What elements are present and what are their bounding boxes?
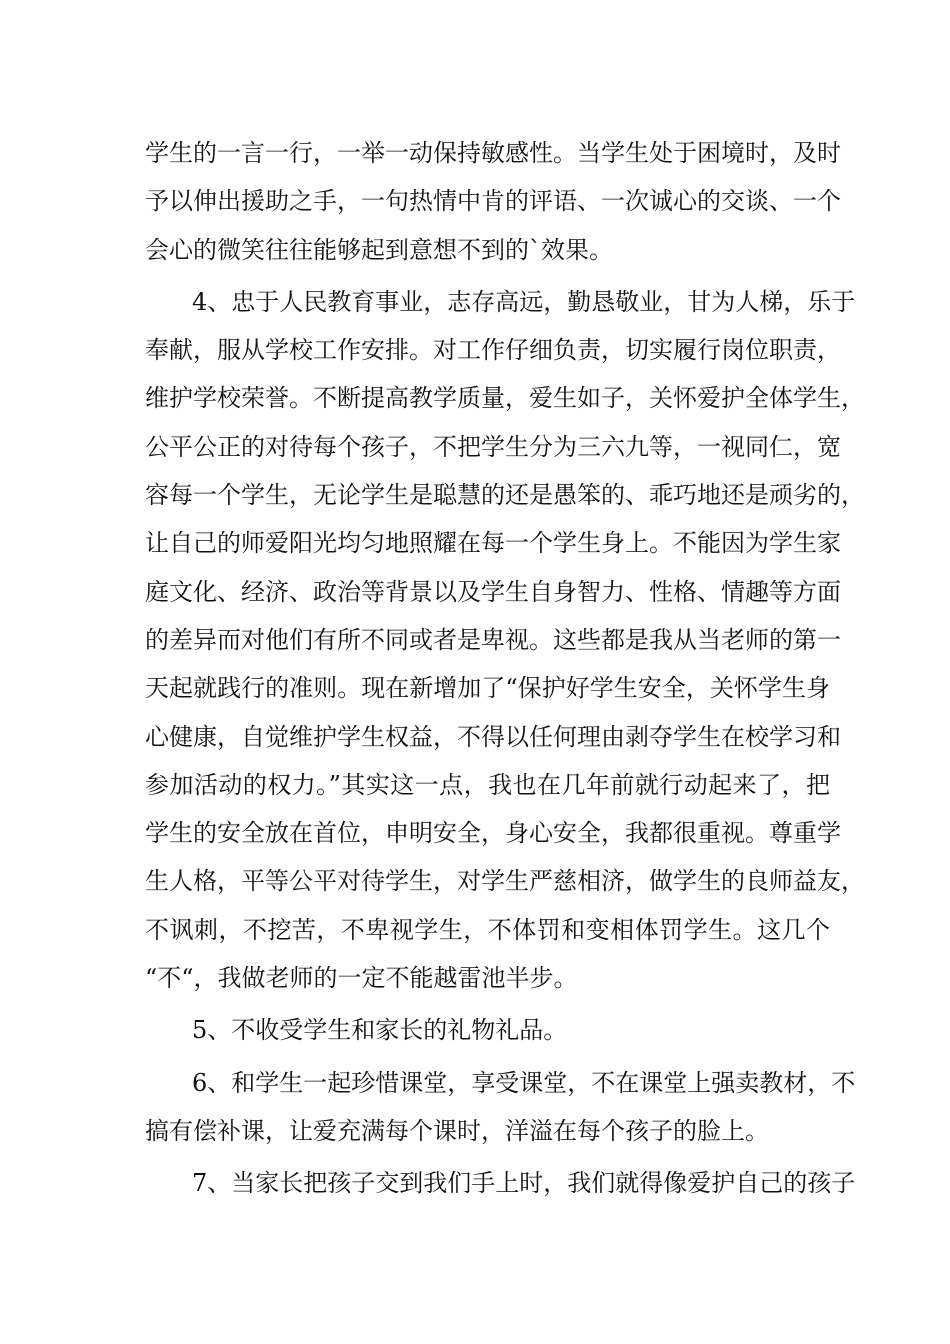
text-line: 学生的安全放在首位，申明安全，身心安全，我都很重视。尊重学	[145, 819, 841, 848]
paragraph-item-6	[145, 1061, 856, 1158]
paragraph-item-7	[145, 1161, 856, 1209]
paragraph-item-5	[145, 1008, 830, 1056]
text-line: 的差异而对他们有所不同或者是卑视。这些都是我从当老师的第一	[145, 625, 841, 654]
text-line: 不讽刺，不挖苦，不卑视学生，不体罚和变相体罚学生。这几个	[145, 915, 830, 944]
text-line: 会心的微笑往往能够起到意想不到的`效果。	[145, 235, 613, 264]
text-line: 生人格，平等公平对待学生，对学生严慈相济，做学生的良师益友，	[145, 867, 865, 896]
text-line: 学生的一言一行，一举一动保持敏感性。当学生处于困境时，及时	[145, 139, 841, 167]
text-line: 4、忠于人民教育事业，志存高远，勤恳敬业，甘为人梯，乐于	[192, 287, 856, 316]
text-line: 予以伸出援助之手，一句热情中肯的评语、一次诚心的交谈、一个	[145, 187, 841, 216]
paragraph-continuation	[145, 131, 841, 276]
text-line: 天起就践行的准则。现在新增加了“保护好学生安全，关怀学生身	[145, 674, 830, 703]
text-line: 心健康，自觉维护学生权益，不得以任何理由剥夺学生在校学习和	[145, 722, 841, 751]
paragraph-item-4	[145, 280, 865, 1004]
text-line: “不“，我做老师的一定不能越雷池半步。	[145, 964, 578, 993]
text-line: 庭文化、经济、政治等背景以及学生自身智力、性格、情趣等方面	[145, 577, 841, 606]
text-line: 参加活动的权力。”其实这一点，我也在几年前就行动起来了，把	[145, 770, 830, 799]
text-line: 公平公正的对待每个孩子，不把学生分为三六九等，一视同仁，宽	[145, 432, 841, 461]
text-line: 7、当家长把孩子交到我们手上时，我们就得像爱护自己的孩子	[192, 1169, 856, 1198]
text-line: 容每一个学生，无论学生是聪慧的还是愚笨的、乖巧地还是顽劣的，	[145, 481, 865, 510]
text-line: 让自己的师爱阳光均匀地照耀在每一个学生身上。不能因为学生家	[145, 529, 841, 558]
text-line: 5、不收受学生和家长的礼物礼品。	[192, 1016, 568, 1045]
document-body	[145, 131, 865, 1210]
text-line: 奉献，服从学校工作安排。对工作仔细负责，切实履行岗位职责，	[145, 336, 841, 365]
text-line: 6、和学生一起珍惜课堂，享受课堂，不在课堂上强卖教材，不	[192, 1068, 856, 1097]
text-line: 搞有偿补课，让爱充满每个课时，洋溢在每个孩子的脸上。	[145, 1116, 769, 1145]
text-line: 维护学校荣誉。不断提高教学质量，爱生如子，关怀爱护全体学生，	[145, 384, 865, 413]
